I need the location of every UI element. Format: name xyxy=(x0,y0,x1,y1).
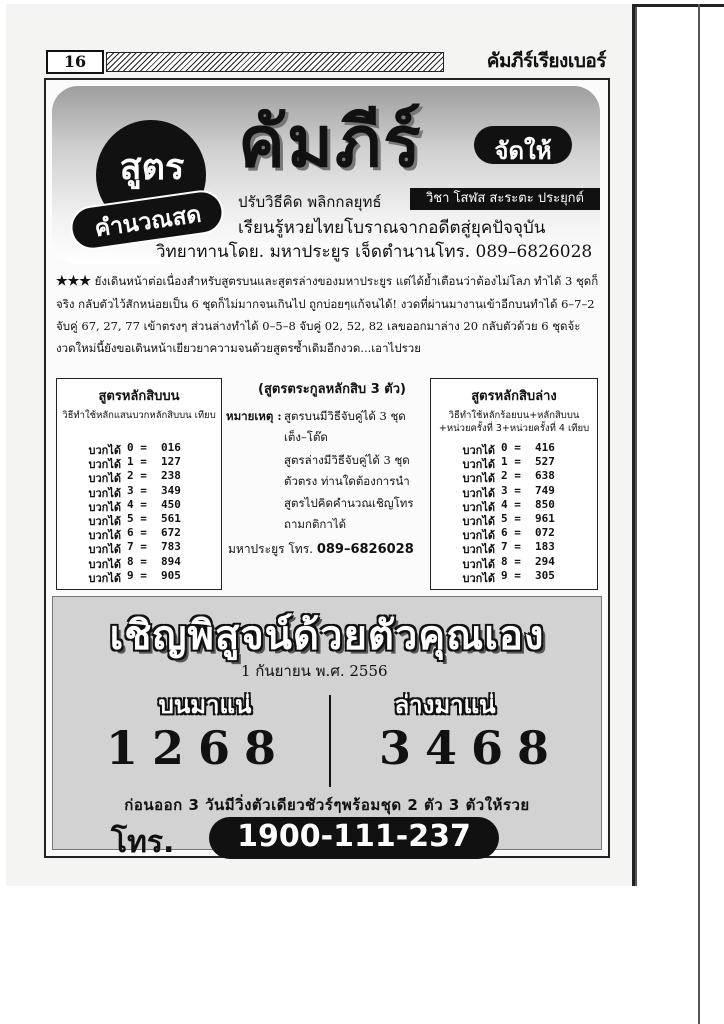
badge-top-text: สูตร xyxy=(119,147,185,188)
badge-bottom-text: คำนวณสด xyxy=(93,201,203,243)
row-key: 0 = xyxy=(501,441,521,454)
row-value: 561 xyxy=(161,512,181,525)
formula-row xyxy=(57,441,221,456)
intro-paragraph xyxy=(56,270,600,359)
row-label: บวกได้ xyxy=(462,571,495,585)
formula-row xyxy=(431,469,597,484)
banner-line-1: ปรับวิธีคิด พลิกกลยุทธ์ xyxy=(238,193,382,211)
promo-left-number: 1268 xyxy=(105,721,291,775)
row-label: บวกได้ xyxy=(462,529,495,543)
row-label: บวกได้ xyxy=(462,557,495,571)
row-label: บวกได้ xyxy=(462,515,495,528)
formula-row xyxy=(57,498,221,513)
formula-row xyxy=(57,455,221,470)
row-value: 416 xyxy=(535,441,555,454)
row-label: บวกได้ xyxy=(88,472,121,486)
row-value: 238 xyxy=(161,469,181,483)
formula-row xyxy=(431,569,597,584)
row-label: บวกได้ xyxy=(88,543,121,557)
banner-line-2: เรียนรู้หวยไทยโบราณจากอดีตสู่ยุคปัจจุบัน xyxy=(238,218,546,238)
scan-edge-top xyxy=(632,4,724,7)
title-banner xyxy=(52,86,600,264)
middle-contact-number: 089–6826028 xyxy=(316,542,414,557)
row-label: บวกได้ xyxy=(462,444,495,457)
promo-right-number: 3468 xyxy=(378,721,564,775)
row-value: 749 xyxy=(535,483,555,497)
magazine-brand: คัมภีร์เรียงเบอร์ xyxy=(486,50,606,72)
intro-text: ยังเดินหน้าต่อเนื่องสำหรับสูตรบนและสูตรล่างของมหาประยูร แต่ได้ย้ำเตือนว่าต้องไม่โลภ ทำได้ 3 ชุดก็จริง กลับตัวไว้สักหน่อยเป็น 6 ชุดก็ไม่มากจนเกินไป ถูกบ่อยๆแก้จนได้! งวดที่ผ่านมางานเข้าอีกบนทำได้ 6–7–2 จับคู่ 67, 27, 77 เข้าตรงๆ ส่วนล่างทำได้ 0–5–8 จับคู่ 02, 52, 82 เลขออกมาล่าง 20 กลับตัวด้วย 6 ชุดจ้ะ งวดใหม่นี้ยังขอเดินหน้าเยียวยาความจนด้วยสูตรซ้ำเดิมอีกงวด...เอาไปรวย xyxy=(56,274,599,355)
row-label: บวกได้ xyxy=(462,486,495,500)
formula-row xyxy=(57,555,221,570)
row-value: 850 xyxy=(535,497,555,511)
formula-row xyxy=(57,526,221,541)
formula-row xyxy=(431,526,597,541)
row-key: 1 = xyxy=(501,455,521,469)
title-tag: จัดให้ xyxy=(494,137,552,165)
article-frame xyxy=(44,78,610,858)
row-key: 9 = xyxy=(127,568,147,582)
promo-date: 1 กันยายน พ.ศ. 2556 xyxy=(241,662,388,680)
promo-tel-number: 1900-111-237 xyxy=(237,819,471,854)
row-value: 894 xyxy=(161,554,181,568)
promo-left-label: บนมาแน่ xyxy=(158,691,252,719)
row-key: 6 = xyxy=(127,526,147,540)
row-key: 9 = xyxy=(501,568,521,582)
row-label: บวกได้ xyxy=(462,543,495,557)
row-key: 3 = xyxy=(127,483,147,497)
row-key: 8 = xyxy=(127,554,147,568)
formula-box-lower xyxy=(430,378,598,590)
row-value: 672 xyxy=(161,526,181,540)
row-key: 3 = xyxy=(501,483,521,497)
row-value: 450 xyxy=(161,497,181,511)
row-label: บวกได้ xyxy=(88,500,121,514)
row-value: 527 xyxy=(535,455,555,469)
formula-row xyxy=(431,540,597,555)
formula-box-upper-title: สูตรหลักสิบบน xyxy=(98,389,180,404)
formula-row xyxy=(431,512,597,527)
row-key: 1 = xyxy=(127,455,147,469)
promo-tel-label: โทร. xyxy=(111,825,175,860)
row-value: 072 xyxy=(535,526,555,540)
row-label: บวกได้ xyxy=(462,472,495,486)
formula-row xyxy=(57,540,221,555)
formula-row xyxy=(431,455,597,470)
row-key: 4 = xyxy=(501,497,521,511)
row-value: 783 xyxy=(161,540,181,554)
note-line: สูตรบนมีวิธีจับคู่ได้ 3 ชุด xyxy=(284,409,406,423)
middle-title: (สูตรตระกูลหลักสิบ 3 ตัว) xyxy=(258,382,406,397)
promo-headline: เชิญพิสูจน์ด้วยตัวคุณเอง xyxy=(109,613,545,659)
banner-title: คัมภีร์ xyxy=(238,101,423,183)
row-key: 7 = xyxy=(127,540,147,554)
middle-contact-text: มหาประยูร โทร. xyxy=(228,542,313,556)
row-label: บวกได้ xyxy=(88,486,121,500)
row-key: 6 = xyxy=(501,526,521,540)
row-key: 7 = xyxy=(501,540,521,554)
header-hatch-bar xyxy=(106,52,444,72)
banner-line-3: วิทยาทานโดย. มหาประยูร เจ็ดตำนานโทร. 089–6826028 xyxy=(156,242,593,262)
row-label: บวกได้ xyxy=(88,557,121,571)
formula-row xyxy=(431,555,597,570)
row-value: 016 xyxy=(161,441,181,454)
row-value: 638 xyxy=(535,469,555,483)
row-label: บวกได้ xyxy=(88,458,121,472)
row-value: 349 xyxy=(161,483,181,497)
row-label: บวกได้ xyxy=(88,444,121,457)
formula-row xyxy=(431,441,597,456)
formula-row xyxy=(57,569,221,584)
middle-contact xyxy=(228,540,428,559)
page-number: 16 xyxy=(46,50,104,74)
row-label: บวกได้ xyxy=(462,458,495,472)
row-key: 5 = xyxy=(501,512,521,525)
row-key: 2 = xyxy=(127,469,147,483)
row-value: 305 xyxy=(535,568,555,582)
promo-divider xyxy=(329,695,331,787)
row-label: บวกได้ xyxy=(88,529,121,543)
formula-row xyxy=(431,498,597,513)
promo-right-label: ล่างมาแน่ xyxy=(394,691,496,719)
row-key: 8 = xyxy=(501,554,521,568)
row-key: 5 = xyxy=(127,512,147,525)
row-key: 0 = xyxy=(127,441,147,454)
formula-row xyxy=(57,512,221,527)
formula-row xyxy=(57,484,221,499)
row-label: บวกได้ xyxy=(88,515,121,528)
note-line: ถามกติกาได้ xyxy=(284,517,347,531)
page-header xyxy=(40,50,606,72)
note-line: สูตรไปคิดคำนวณเชิญโทร xyxy=(284,496,414,510)
row-value: 127 xyxy=(161,455,181,469)
row-value: 905 xyxy=(161,568,181,582)
stars-icon: ★★★ xyxy=(56,274,91,289)
row-value: 961 xyxy=(535,512,555,525)
row-key: 2 = xyxy=(501,469,521,483)
formula-box-lower-title: สูตรหลักสิบล่าง xyxy=(471,389,557,404)
row-label: บวกได้ xyxy=(88,571,121,585)
row-label: บวกได้ xyxy=(462,500,495,514)
row-value: 183 xyxy=(535,540,555,554)
formula-box-upper xyxy=(56,378,222,590)
formula-box-upper-subtitle: วิธีทำใช้หลักแสนบวกหลักสิบบน เทียบ xyxy=(62,410,216,421)
promo-tagline: ก่อนออก 3 วันมีวิ่งตัวเดียวชัวร์ๆพร้อมชุด 2 ตัว 3 ตัวให้รวย xyxy=(124,796,530,814)
scan-edge-right xyxy=(698,4,700,1024)
formula-row xyxy=(57,469,221,484)
formula-row xyxy=(431,484,597,499)
note-line: ตัวตรง ท่านใดต้องการนำ xyxy=(284,474,410,488)
note-label-text: หมายเหตุ : xyxy=(226,409,282,423)
promo-block xyxy=(52,596,602,860)
note-line: เต็ง–โต๊ด xyxy=(284,430,328,444)
row-value: 294 xyxy=(535,554,555,568)
note-line: สูตรล่างมีวิธีจับคู่ได้ 3 ชุด xyxy=(284,453,410,467)
row-key: 4 = xyxy=(127,497,147,511)
banner-line-1-box: วิชา โสฬส สะระตะ ประยุกต์ xyxy=(410,188,600,210)
formula-box-lower-subtitle: วิธีทำใช้หลักร้อยบน+หลักสิบบน +หน่วยครั้งที่ 3+หน่วยครั้งที่ 4 เทียบ xyxy=(438,410,590,434)
